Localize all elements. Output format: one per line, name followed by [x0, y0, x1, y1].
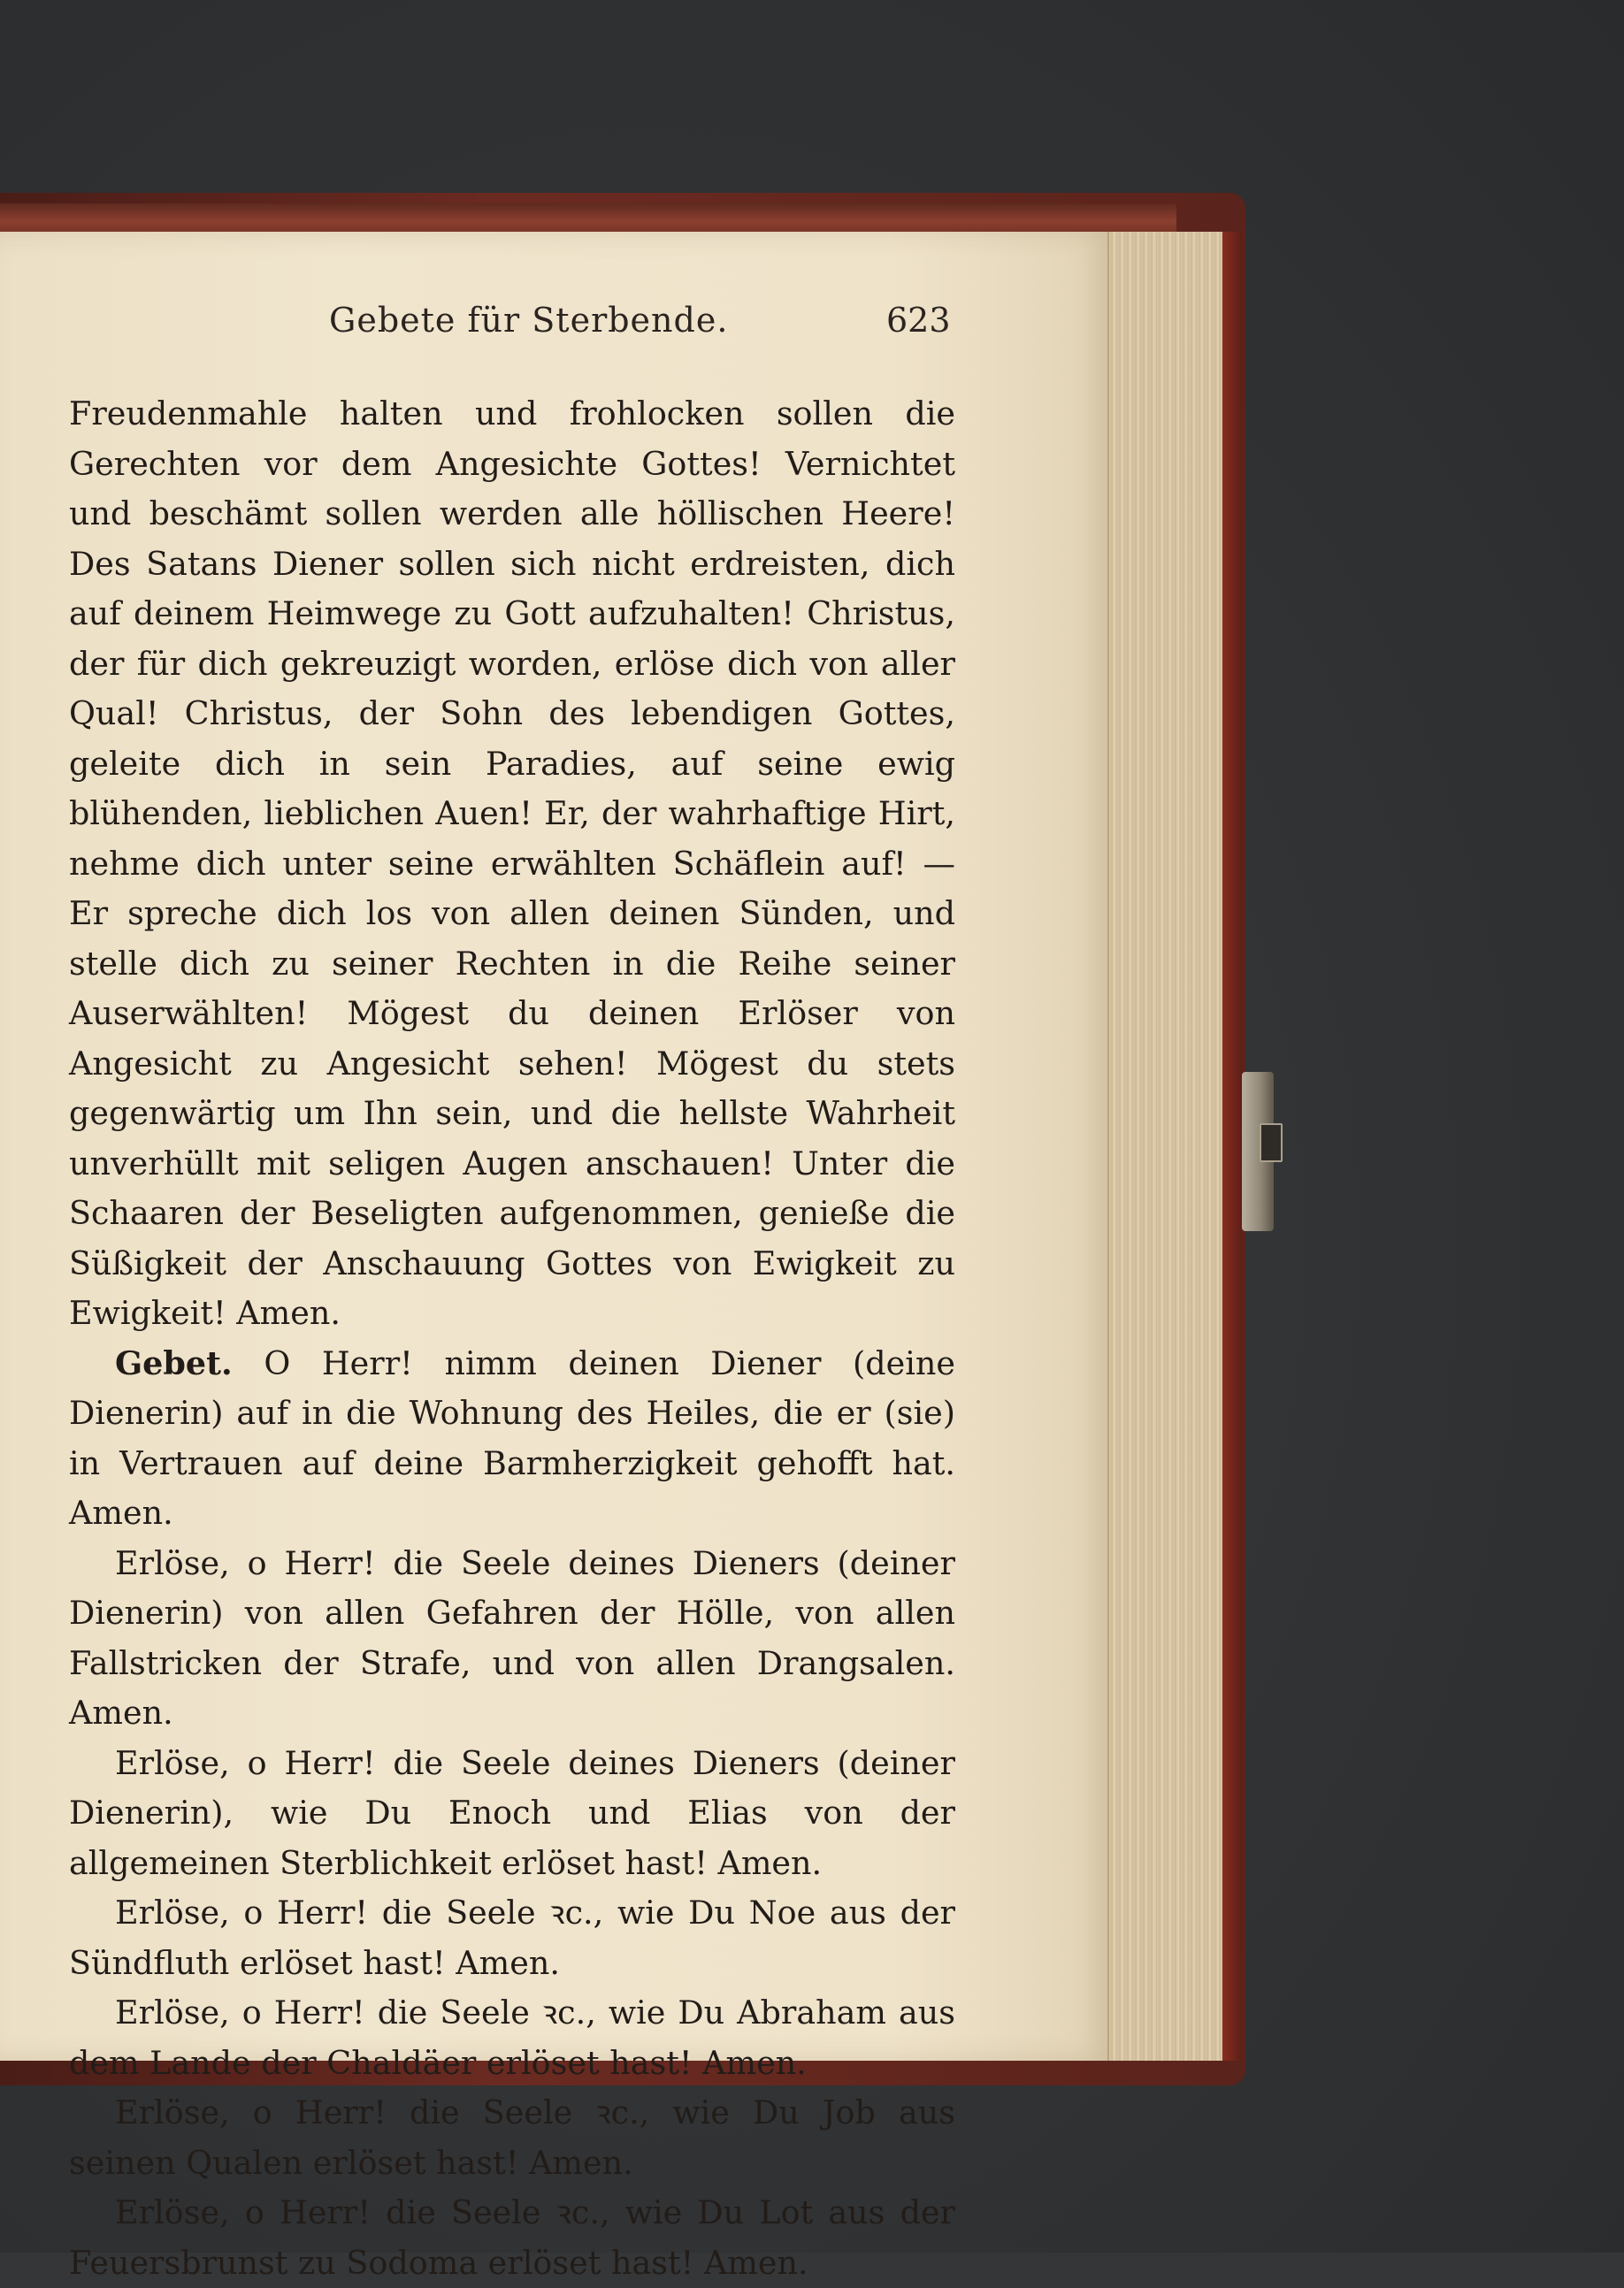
cover-fore-edge: [1222, 232, 1242, 2061]
running-title: Gebete für Sterbende.: [329, 301, 729, 340]
paragraph: Erlöse, o Herr! die Seele ꝛc., wie Du Abraham aus dem Lande der Chaldäer erlöset hast! Amen.: [69, 1993, 955, 2082]
prayer-label: Gebet.: [115, 1343, 233, 1382]
paragraph: Erlöse, o Herr! die Seele ꝛc., wie Du Noe aus der Sündfluth erlöset hast! Amen.: [69, 1894, 955, 1982]
page-header: [0, 301, 1113, 345]
page-block-edges: [1107, 232, 1224, 2061]
clasp-pin: [1260, 1123, 1283, 1162]
page-text: [69, 389, 955, 2288]
prayer-paragraph: [69, 1339, 955, 1539]
paragraph: Erlöse, o Herr! die Seele ꝛc., wie Du Job aus seinen Qualen erlöset hast! Amen.: [69, 2093, 955, 2182]
paragraph: Erlöse, o Herr! die Seele deines Dieners (deiner Dienerin) von allen Gefahren der Hölle, von allen Fallstricken der Strafe, und von allen Drangsalen. Amen.: [69, 1543, 955, 1732]
prayer-text: O Herr! nimm deinen Diener (deine Dienerin) auf in die Wohnung des Heiles, die er (sie) in Vertrauen auf deine Barmherzigkeit gehofft hat. Amen.: [69, 1343, 955, 1532]
paragraph: Erlöse, o Herr! die Seele deines Dieners (deiner Dienerin), wie Du Enoch und Elias von der allgemeinen Sterblichkeit erlöset hast! Amen.: [69, 1743, 955, 1882]
page-number: 623: [886, 301, 951, 340]
paragraph: Erlöse, o Herr! die Seele ꝛc., wie Du Lot aus der Feuersbrunst zu Sodoma erlöset hast! Amen.: [69, 2193, 955, 2282]
paragraph: Freudenmahle halten und frohlocken sollen die Gerechten vor dem Angesichte Gottes! Vernichtet und beschämt sollen werden alle höllischen Heere! Des Satans Diener sollen sich nicht erdreisten, dich auf deinem Heimwege zu Gott aufzuhalten! Christus, der für dich gekreuzigt worden, erlöse dich von aller Qual! Christus, der Sohn des lebendigen Gottes, geleite dich in sein Paradies, auf seine ewig blühenden, lieblichen Auen! Er, der wahrhaftige Hirt, nehme dich unter seine erwählten Schäflein auf! — Er spreche dich los von allen deinen Sünden, und stelle dich zu seiner Rechten in die Reihe seiner Auserwählten! Mögest du deinen Erlöser von Angesicht zu Angesicht sehen! Mögest du stets gegenwärtig um Ihn sein, und die hellste Wahrheit unverhüllt mit seligen Augen anschauen! Unter die Schaaren der Beseligten aufgenommen, genieße die Süßigkeit der Anschauung Gottes von Ewigkeit zu Ewigkeit! Amen.: [69, 394, 955, 1332]
